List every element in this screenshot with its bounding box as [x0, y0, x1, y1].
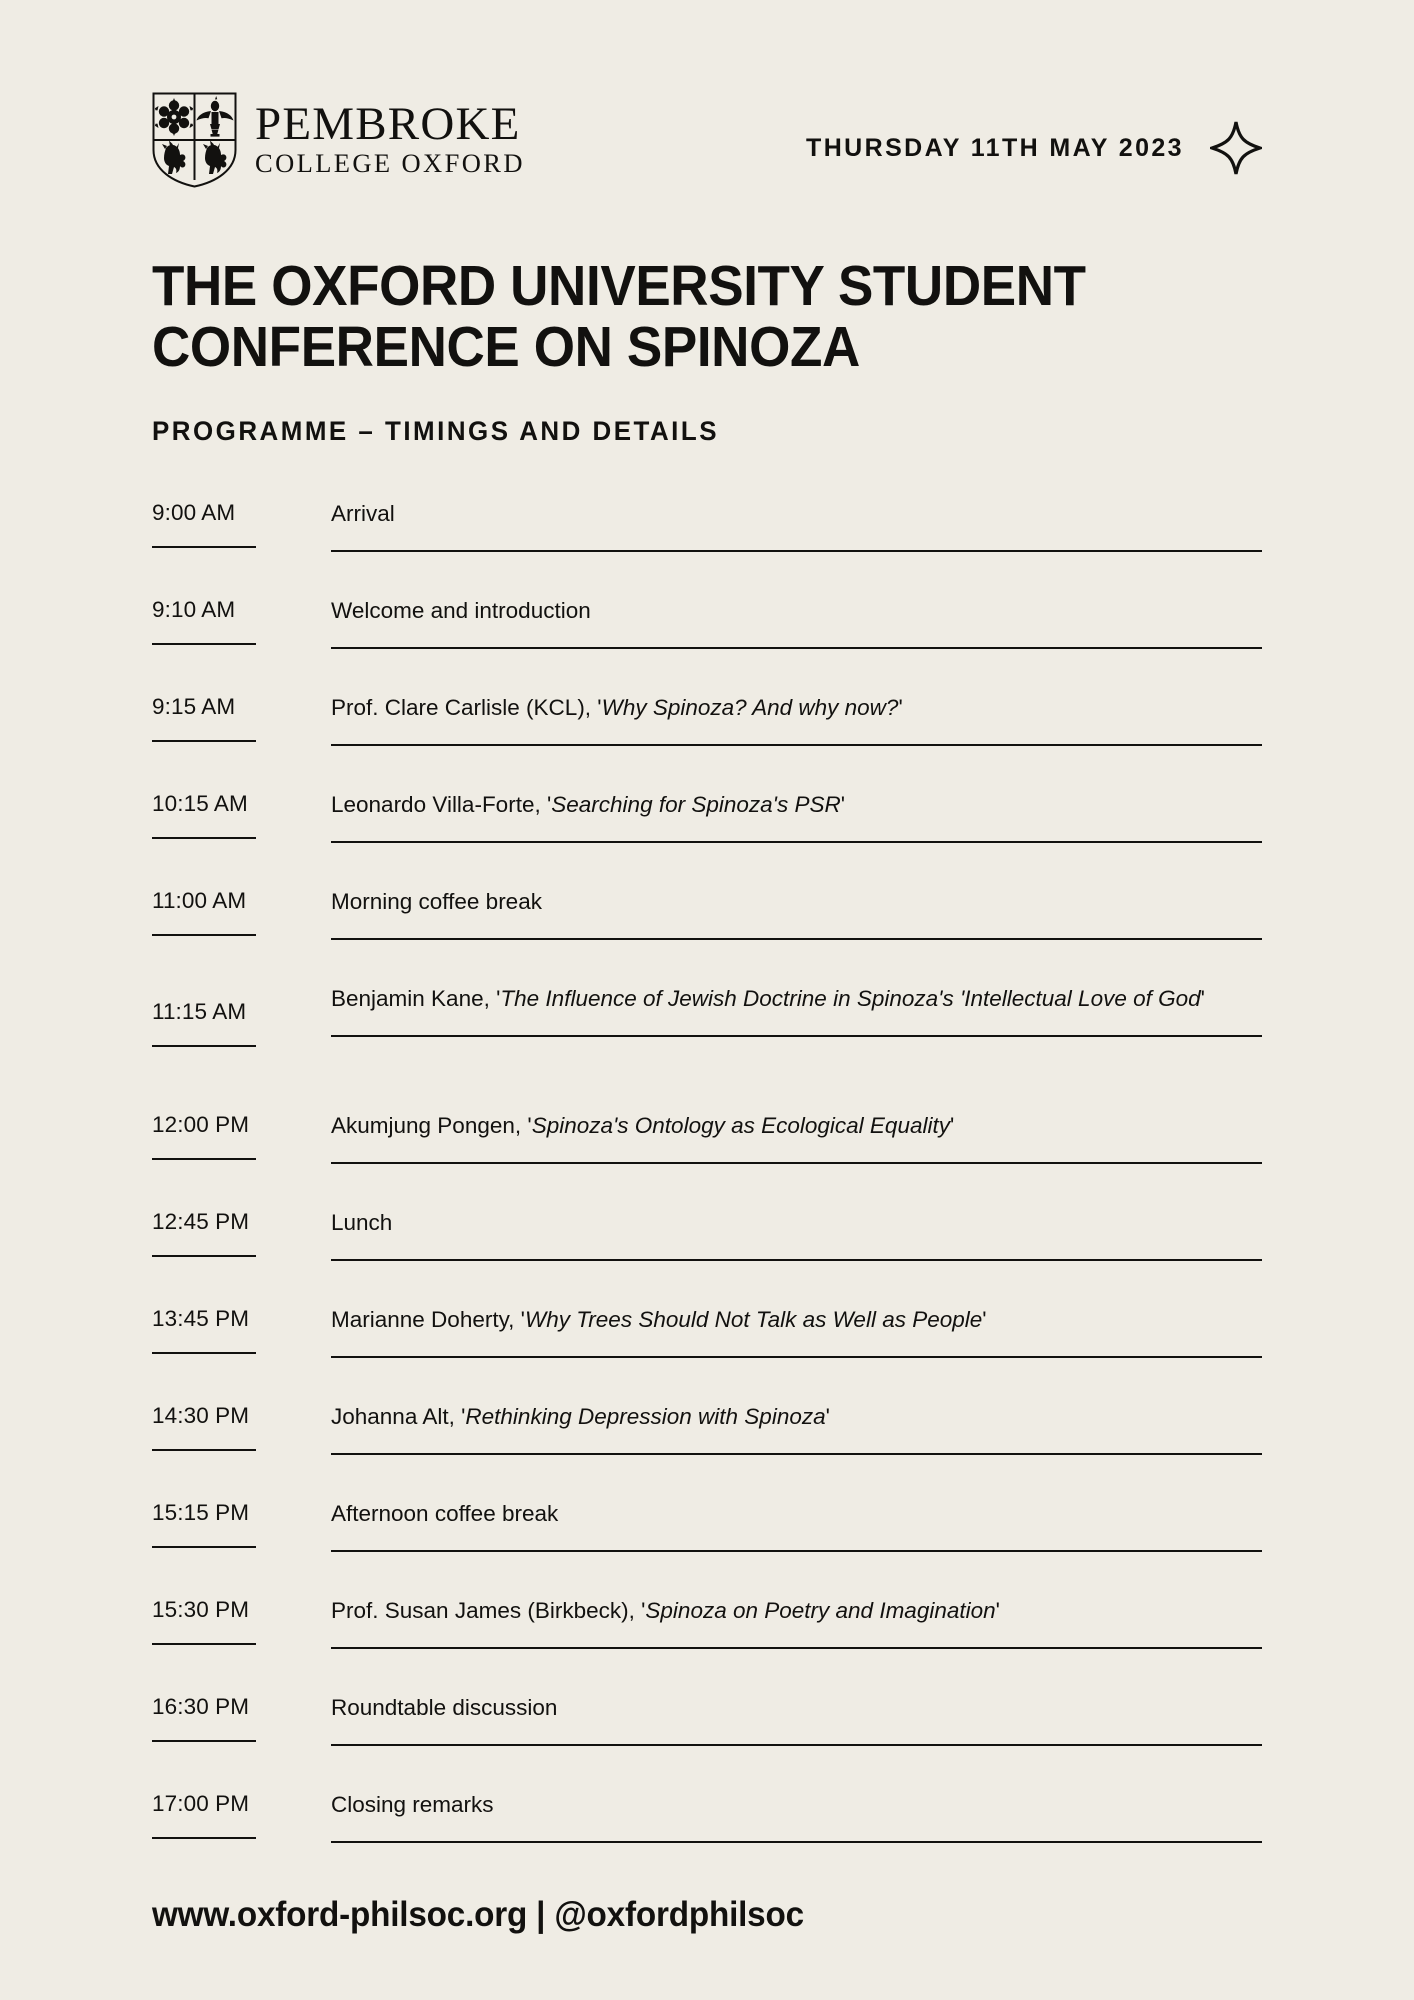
schedule-talk-title: Why Trees Should Not Talk as Well as People — [524, 1307, 983, 1333]
footer-contact: www.oxford-philsoc.org | @oxfordphilsoc — [152, 1895, 804, 1934]
schedule-time: 9:10 AM — [152, 574, 292, 623]
schedule-description — [331, 1671, 1262, 1723]
schedule-speaker: Afternoon coffee break — [331, 1501, 559, 1527]
schedule-talk-title: Why Spinoza? And why now? — [601, 695, 899, 721]
schedule-talk-quote-close: ' — [898, 695, 903, 721]
schedule-description — [331, 1768, 1262, 1820]
schedule-talk-title: The Influence of Jewish Doctrine in Spinoza's 'Intellectual Love of God — [500, 986, 1201, 1012]
schedule-talk-quote-close: ' — [982, 1307, 987, 1333]
schedule-row — [152, 1671, 1262, 1768]
schedule-speaker: Leonardo Villa-Forte, ' — [331, 792, 552, 818]
schedule-time: 10:15 AM — [152, 768, 292, 817]
schedule-talk-title: Searching for Spinoza's PSR — [551, 792, 841, 818]
schedule-row — [152, 477, 1262, 574]
schedule-time: 16:30 PM — [152, 1671, 292, 1720]
schedule-talk-quote-close: ' — [840, 792, 846, 818]
schedule-speaker: Roundtable discussion — [331, 1695, 558, 1721]
schedule-row — [152, 1186, 1262, 1283]
schedule-speaker: Akumjung Pongen, ' — [331, 1113, 532, 1139]
programme-subtitle: PROGRAMME – TIMINGS AND DETAILS — [152, 416, 719, 447]
schedule-speaker: Welcome and introduction — [331, 598, 591, 624]
four-pointed-star-icon — [1210, 120, 1262, 176]
schedule-description — [331, 1089, 1262, 1141]
schedule-row — [152, 671, 1262, 768]
schedule-time: 11:00 AM — [152, 865, 292, 914]
schedule-talk-title: Rethinking Depression with Spinoza — [465, 1404, 826, 1430]
schedule-time: 12:45 PM — [152, 1186, 292, 1235]
schedule-time: 13:45 PM — [152, 1283, 292, 1332]
schedule-row — [152, 1089, 1262, 1186]
schedule-description — [331, 477, 1262, 529]
schedule-description — [331, 574, 1262, 626]
schedule-talk-title: Spinoza's Ontology as Ecological Equality — [531, 1113, 950, 1139]
schedule-description — [331, 1477, 1262, 1529]
schedule-talk-title: Spinoza on Poetry and Imagination — [645, 1598, 996, 1624]
schedule-row — [152, 1283, 1262, 1380]
schedule-time: 12:00 PM — [152, 1089, 292, 1138]
schedule-speaker: Prof. Susan James (Birkbeck), ' — [331, 1598, 646, 1624]
schedule-time: 9:15 AM — [152, 671, 292, 720]
schedule-row — [152, 768, 1262, 865]
schedule-description — [331, 671, 1262, 723]
schedule-row — [152, 1574, 1262, 1671]
schedule-row — [152, 865, 1262, 962]
pembroke-logo — [152, 92, 525, 188]
schedule-description — [331, 1283, 1262, 1335]
schedule-description — [331, 1380, 1262, 1432]
schedule-row — [152, 1380, 1262, 1477]
schedule-description — [331, 1574, 1262, 1626]
college-name-line2: COLLEGE OXFORD — [255, 148, 525, 179]
schedule-talk-quote-close: ' — [995, 1598, 1000, 1624]
schedule-talk-quote-close: ' — [1200, 986, 1205, 1012]
schedule-description — [331, 768, 1262, 820]
schedule-speaker: Johanna Alt, ' — [331, 1404, 466, 1430]
schedule-speaker: Marianne Doherty, ' — [331, 1307, 525, 1333]
schedule-time: 14:30 PM — [152, 1380, 292, 1429]
page-title: THE OXFORD UNIVERSITY STUDENT CONFERENCE ON SPINOZA — [152, 254, 1086, 379]
schedule-description — [331, 1186, 1262, 1238]
college-name-line1: PEMBROKE — [255, 97, 521, 150]
schedule-time: 15:15 PM — [152, 1477, 292, 1526]
schedule-time: 15:30 PM — [152, 1574, 292, 1623]
schedule-speaker: Arrival — [331, 501, 395, 527]
schedule-time: 17:00 PM — [152, 1768, 292, 1817]
schedule-speaker: Morning coffee break — [331, 889, 542, 915]
event-date: THURSDAY 11TH MAY 2023 — [806, 133, 1184, 162]
schedule-speaker: Prof. Clare Carlisle (KCL), ' — [331, 695, 602, 721]
schedule-row — [152, 1768, 1262, 1865]
schedule-speaker: Closing remarks — [331, 1792, 494, 1818]
schedule-row — [152, 962, 1262, 1089]
poster-header — [152, 0, 1262, 200]
schedule-description — [331, 962, 1262, 1014]
schedule-table — [152, 477, 1262, 1865]
pembroke-wordmark — [255, 97, 525, 181]
schedule-speaker: Benjamin Kane, ' — [331, 986, 501, 1012]
schedule-speaker: Lunch — [331, 1210, 393, 1236]
event-date-block — [806, 92, 1262, 176]
schedule-time: 11:15 AM — [152, 962, 292, 1025]
schedule-talk-quote-close: ' — [949, 1113, 955, 1139]
schedule-description — [331, 865, 1262, 917]
schedule-time: 9:00 AM — [152, 477, 292, 526]
pembroke-crest-icon — [152, 92, 237, 188]
schedule-talk-quote-close: ' — [825, 1404, 830, 1430]
schedule-row — [152, 1477, 1262, 1574]
schedule-row — [152, 574, 1262, 671]
